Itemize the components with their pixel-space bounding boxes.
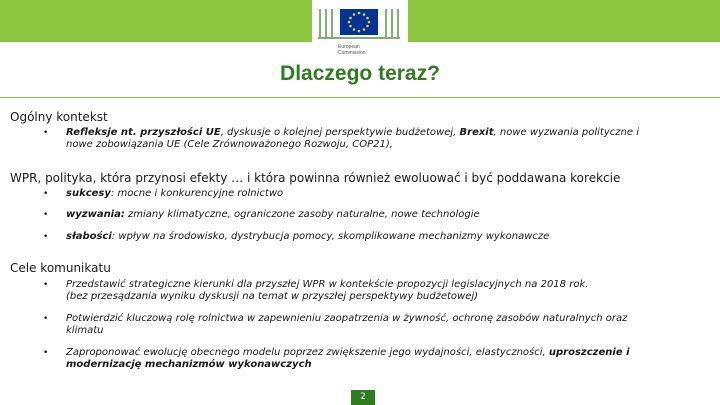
item-text-part: : mocne i konkurencyjne rolnictwo xyxy=(110,188,284,199)
item-bold: modernizację mechanizmów wykonawczych xyxy=(66,359,312,370)
commission-building-icon xyxy=(316,3,402,41)
list-item xyxy=(66,347,706,371)
item-text-part: : wpływ na środowisko, dystrybucja pomocy, skomplikowane mechanizmy wykonawcze xyxy=(111,231,550,242)
list-item xyxy=(66,279,706,303)
logo-line-2: Commission xyxy=(338,50,366,56)
title-divider xyxy=(0,97,720,98)
item-bold: wyzwania: xyxy=(66,209,125,220)
bullet: • xyxy=(43,128,49,138)
item-text-part: , dyskusje o kolejnej perspektywie budżetowej, xyxy=(220,127,460,138)
bullet: • xyxy=(43,189,49,199)
slide-title: Dlaczego teraz? xyxy=(280,62,440,85)
item-bold: słabości xyxy=(66,231,112,242)
bullet: • xyxy=(43,348,49,358)
item-text-part: (bez przesądzania wyniku dyskusji na temat w przyszłej perspektywy budżetowej) xyxy=(66,291,479,302)
item-text-part: Zaproponować ewolucję obecnego modelu poprzez zwiększenie jego wydajności, elastyczności, xyxy=(66,347,549,358)
list-item xyxy=(66,188,706,200)
item-text-part: klimatu xyxy=(66,325,104,336)
list-item xyxy=(66,313,706,337)
item-text-part: Przedstawić strategiczne kierunki dla przyszłej WPR w kontekście propozycji legislacyjnych na 2018 rok. xyxy=(66,279,589,290)
european-commission-logo xyxy=(312,0,408,60)
item-text-part: , nowe wyzwania polityczne i xyxy=(493,127,639,138)
item-bold: Refleksje nt. przyszłości UE xyxy=(66,127,221,138)
item-text-part: zmiany klimatyczne, ograniczone zasoby naturalne, nowe technologie xyxy=(124,209,480,220)
list-item xyxy=(66,231,706,243)
list-item xyxy=(66,209,706,221)
list-item xyxy=(66,127,706,151)
section-heading-context: Ogólny kontekst xyxy=(10,110,108,124)
item-text-part: Potwierdzić kluczową rolę rolnictwa w zapewnieniu zaopatrzenia w żywność, ochronę zasobów naturalnych oraz xyxy=(66,313,628,324)
section-heading-policy: WPR, polityka, która przynosi efekty … i która powinna również ewoluować i być poddawana korekcie xyxy=(10,171,621,185)
bullet: • xyxy=(43,280,49,290)
bullet: • xyxy=(43,314,49,324)
item-text-part: nowe zobowiązania UE (Cele Zrównoważonego Rozwoju, COP21), xyxy=(66,139,393,150)
logo-caption xyxy=(338,44,366,56)
page-number: 2 xyxy=(351,390,375,405)
bullet: • xyxy=(43,210,49,220)
bullet: • xyxy=(43,232,49,242)
logo-line-1: European xyxy=(338,44,360,50)
section-heading-goals: Cele komunikatu xyxy=(10,261,111,275)
item-bold: uproszczenie i xyxy=(548,347,630,358)
item-bold: sukcesy xyxy=(66,188,111,199)
item-bold: Brexit xyxy=(459,127,494,138)
